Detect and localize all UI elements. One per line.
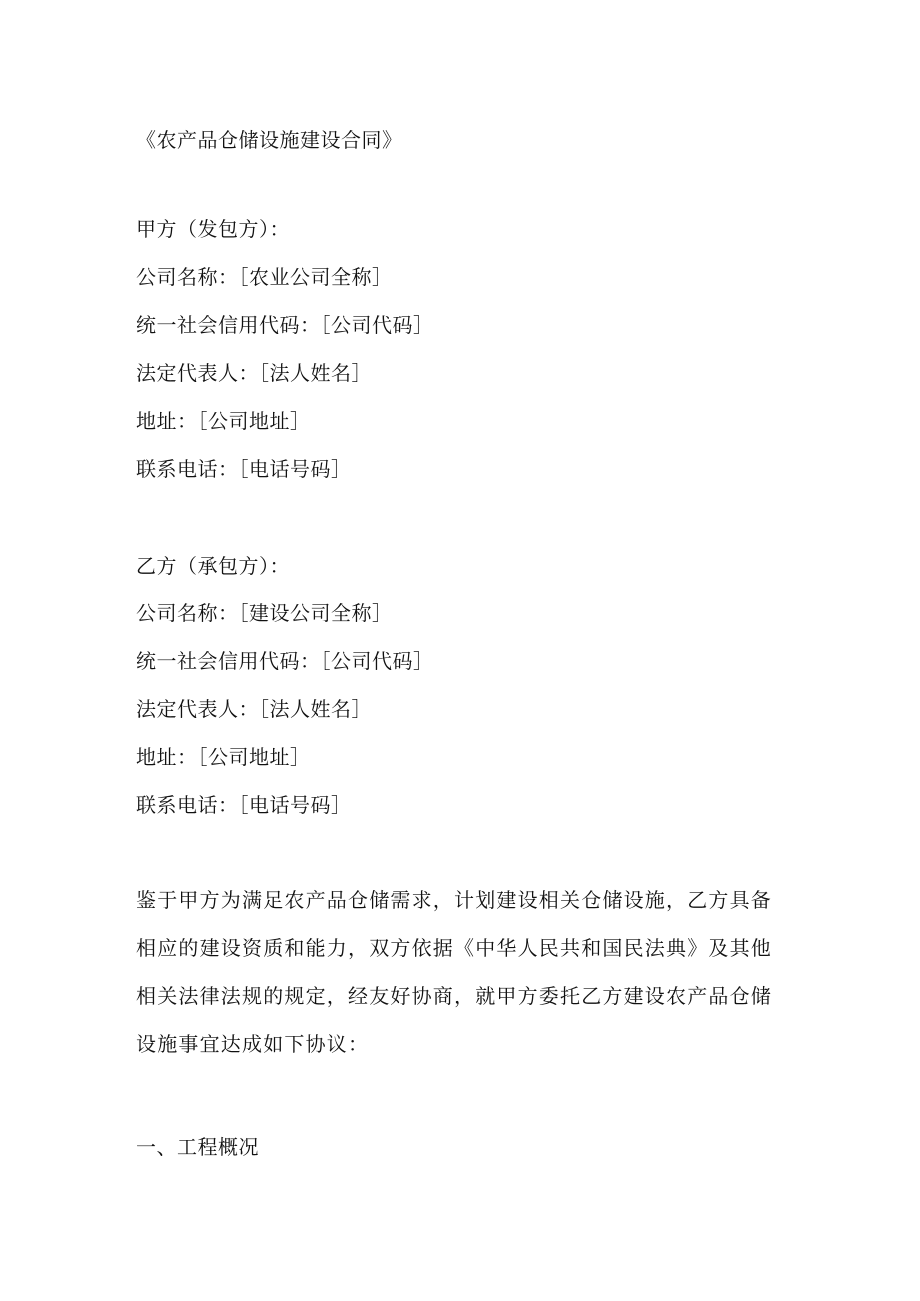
party-b-company: 公司名称：［建设公司全称］ bbox=[136, 601, 393, 625]
party-a-address: 地址：［公司地址］ bbox=[136, 409, 311, 433]
party-a-phone: 联系电话：［电话号码］ bbox=[136, 457, 352, 481]
party-b-legal-rep: 法定代表人：［法人姓名］ bbox=[136, 697, 372, 721]
party-b-credit-code: 统一社会信用代码：［公司代码］ bbox=[136, 649, 434, 673]
party-b-phone: 联系电话：［电话号码］ bbox=[136, 793, 352, 817]
party-a-credit-code: 统一社会信用代码：［公司代码］ bbox=[136, 313, 434, 337]
party-a-company: 公司名称：［农业公司全称］ bbox=[136, 265, 393, 289]
preamble-paragraph: 鉴于甲方为满足农产品仓储需求，计划建设相关仓储设施，乙方具备相应的建设资质和能力，双方依据《中华人民共和国民法典》及其他相关法律法规的规定，经友好协商，就甲方委托乙方建设农产品仓储设施事宜达成如下协议： bbox=[136, 888, 772, 1056]
party-b-address: 地址：［公司地址］ bbox=[136, 745, 311, 769]
party-b-heading: 乙方（承包方）： bbox=[136, 554, 290, 578]
party-a-legal-rep: 法定代表人：［法人姓名］ bbox=[136, 361, 372, 385]
party-a-heading: 甲方（发包方）： bbox=[136, 217, 290, 241]
document-title: 《农产品仓储设施建设合同》 bbox=[136, 128, 403, 152]
section-heading: 一、工程概况 bbox=[136, 1135, 259, 1159]
